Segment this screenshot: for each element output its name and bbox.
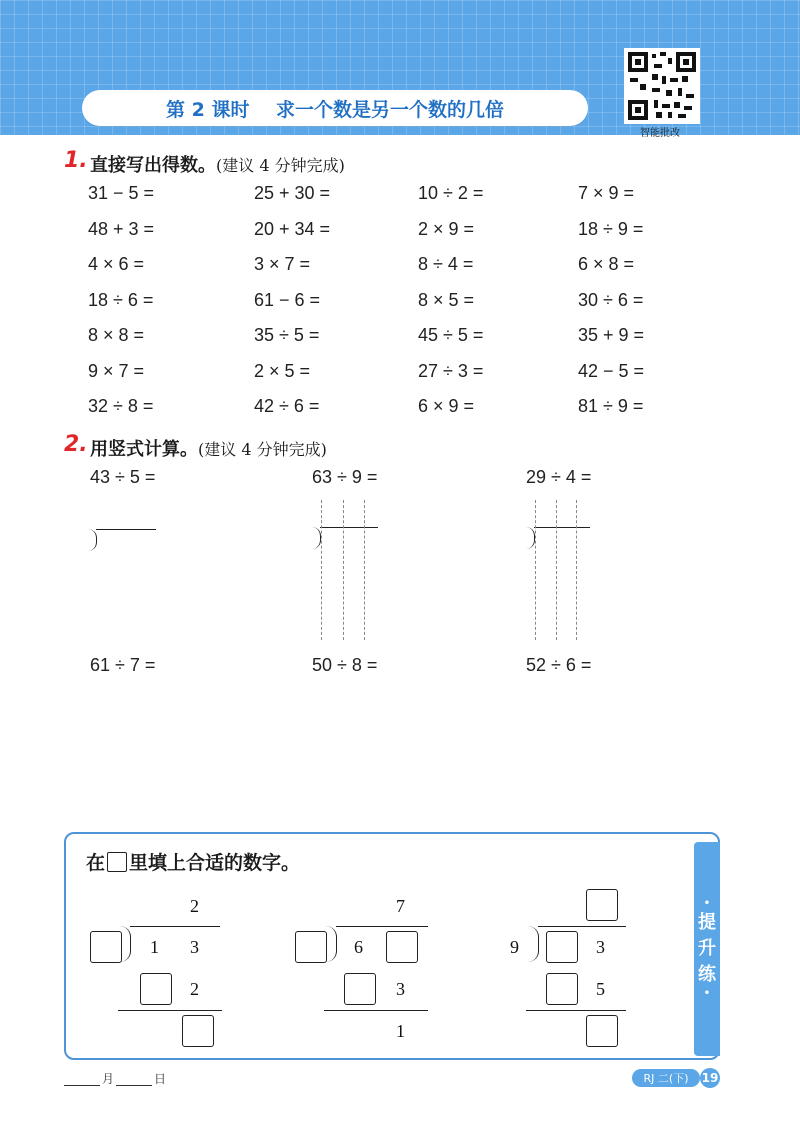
section-2-title-text: 用竖式计算。 xyxy=(90,439,198,460)
day-blank[interactable] xyxy=(116,1085,152,1086)
math-problem: 2 × 5 = xyxy=(254,361,311,381)
puzzle-1-dividend-digit: 3 xyxy=(190,937,199,957)
math-problem: 9 × 7 = xyxy=(88,361,145,381)
math-problem: 42 − 5 = xyxy=(578,361,645,381)
long-division-bracket xyxy=(528,926,539,962)
section-2-number: 2. xyxy=(64,432,88,457)
puzzle-2-product-blank[interactable] xyxy=(344,973,376,1005)
column-problem: 29 ÷ 4 = xyxy=(526,467,592,487)
puzzle-3-product-digit: 5 xyxy=(596,979,605,999)
puzzle-1-product-digit: 2 xyxy=(190,979,199,999)
puzzle-3-dividend-digit: 3 xyxy=(596,937,605,957)
dot-icon: • xyxy=(703,988,711,999)
puzzle-2-product-digit: 3 xyxy=(396,979,405,999)
column-problem: 43 ÷ 5 = xyxy=(90,467,156,487)
math-problem: 8 × 8 = xyxy=(88,325,145,345)
math-problem: 45 ÷ 5 = xyxy=(418,325,484,345)
subtraction-line xyxy=(324,1010,428,1011)
puzzle-1-dividend-digit: 1 xyxy=(150,937,159,957)
month-blank[interactable] xyxy=(64,1085,100,1086)
column-problem: 61 ÷ 7 = xyxy=(90,655,156,675)
footer-month: 月 xyxy=(102,1072,115,1086)
puzzle-2-dividend-blank[interactable] xyxy=(386,931,418,963)
long-division-bracket xyxy=(120,926,131,962)
long-division-bar xyxy=(538,926,626,927)
long-division-bar xyxy=(96,529,156,530)
column-problem: 63 ÷ 9 = xyxy=(312,467,378,487)
guide-line xyxy=(343,500,344,640)
subtraction-line xyxy=(118,1010,222,1011)
puzzle-1-remainder-blank[interactable] xyxy=(182,1015,214,1047)
puzzle-3-quotient-blank[interactable] xyxy=(586,889,618,921)
math-problem: 61 − 6 = xyxy=(254,290,321,310)
math-problem: 35 + 9 = xyxy=(578,325,645,345)
guide-line xyxy=(321,500,322,640)
math-problem: 42 ÷ 6 = xyxy=(254,396,320,416)
long-division-bracket xyxy=(526,527,535,549)
puzzle-3-dividend-blank[interactable] xyxy=(546,931,578,963)
page-title: 第 2 课时 求一个数是另一个数的几倍 xyxy=(82,90,588,126)
math-problem: 81 ÷ 9 = xyxy=(578,396,644,416)
subtraction-line xyxy=(526,1010,626,1011)
puzzle-2-divisor-blank[interactable] xyxy=(295,931,327,963)
math-problem: 7 × 9 = xyxy=(578,183,635,203)
puzzle-3-remainder-blank[interactable] xyxy=(586,1015,618,1047)
puzzle-3-product-blank[interactable] xyxy=(546,973,578,1005)
math-problem: 30 ÷ 6 = xyxy=(578,290,644,310)
guide-line xyxy=(364,500,365,640)
puzzle-2-dividend-digit: 6 xyxy=(354,937,363,957)
section-1-title-text: 直接写出得数。 xyxy=(90,155,216,176)
puzzle-1-quotient: 2 xyxy=(190,896,199,916)
challenge-title-post: 里填上合适的数字。 xyxy=(129,852,301,874)
challenge-title xyxy=(86,848,300,875)
math-problem: 31 − 5 = xyxy=(88,183,155,203)
section-1-title xyxy=(90,151,345,177)
math-problem: 35 ÷ 5 = xyxy=(254,325,320,345)
column-problem: 50 ÷ 8 = xyxy=(312,655,378,675)
long-division-bar xyxy=(320,527,378,528)
page-number: 19 xyxy=(700,1068,720,1088)
challenge-title-pre: 在 xyxy=(86,852,106,874)
side-tab-char: 升 xyxy=(698,938,716,959)
puzzle-2-remainder: 1 xyxy=(396,1021,405,1041)
grade-badge: RJ 二(下) xyxy=(632,1069,700,1087)
dot-icon: • xyxy=(703,898,711,909)
math-problem: 27 ÷ 3 = xyxy=(418,361,484,381)
section-1-note: (建议 4 分钟完成) xyxy=(216,156,345,175)
math-problem: 6 × 9 = xyxy=(418,396,475,416)
long-division-bar xyxy=(534,527,590,528)
math-problem: 4 × 6 = xyxy=(88,254,145,274)
math-problem: 18 ÷ 9 = xyxy=(578,219,644,239)
long-division-bar xyxy=(336,926,428,927)
long-division-bracket xyxy=(88,529,97,551)
column-problem: 52 ÷ 6 = xyxy=(526,655,592,675)
math-problem: 8 × 5 = xyxy=(418,290,475,310)
footer-day: 日 xyxy=(154,1072,167,1086)
blank-box-icon xyxy=(107,852,127,872)
math-problem: 18 ÷ 6 = xyxy=(88,290,154,310)
side-tab-char: 练 xyxy=(698,964,716,985)
qr-code-icon[interactable] xyxy=(624,48,700,124)
math-problem: 2 × 9 = xyxy=(418,219,475,239)
math-problem: 10 ÷ 2 = xyxy=(418,183,484,203)
math-problem: 32 ÷ 8 = xyxy=(88,396,154,416)
math-problem: 3 × 7 = xyxy=(254,254,311,274)
long-division-bracket xyxy=(326,926,337,962)
math-problem: 6 × 8 = xyxy=(578,254,635,274)
section-2-note: (建议 4 分钟完成) xyxy=(198,440,327,459)
puzzle-2-quotient: 7 xyxy=(396,896,405,916)
side-tab-tisheng xyxy=(694,842,720,1056)
section-2-title xyxy=(90,435,327,461)
qr-label: 智能批改 xyxy=(640,128,680,139)
math-problem: 48 + 3 = xyxy=(88,219,155,239)
guide-line xyxy=(576,500,577,640)
math-problem: 8 ÷ 4 = xyxy=(418,254,474,274)
side-tab-char: 提 xyxy=(698,912,716,933)
puzzle-1-product-blank[interactable] xyxy=(140,973,172,1005)
guide-line xyxy=(556,500,557,640)
guide-line xyxy=(535,500,536,640)
section-1-number: 1. xyxy=(64,148,88,173)
puzzle-1-divisor-blank[interactable] xyxy=(90,931,122,963)
math-problem: 20 + 34 = xyxy=(254,219,331,239)
puzzle-3-divisor: 9 xyxy=(510,937,519,957)
long-division-bracket xyxy=(312,527,321,549)
math-problem: 25 + 30 = xyxy=(254,183,331,203)
long-division-bar xyxy=(130,926,220,927)
